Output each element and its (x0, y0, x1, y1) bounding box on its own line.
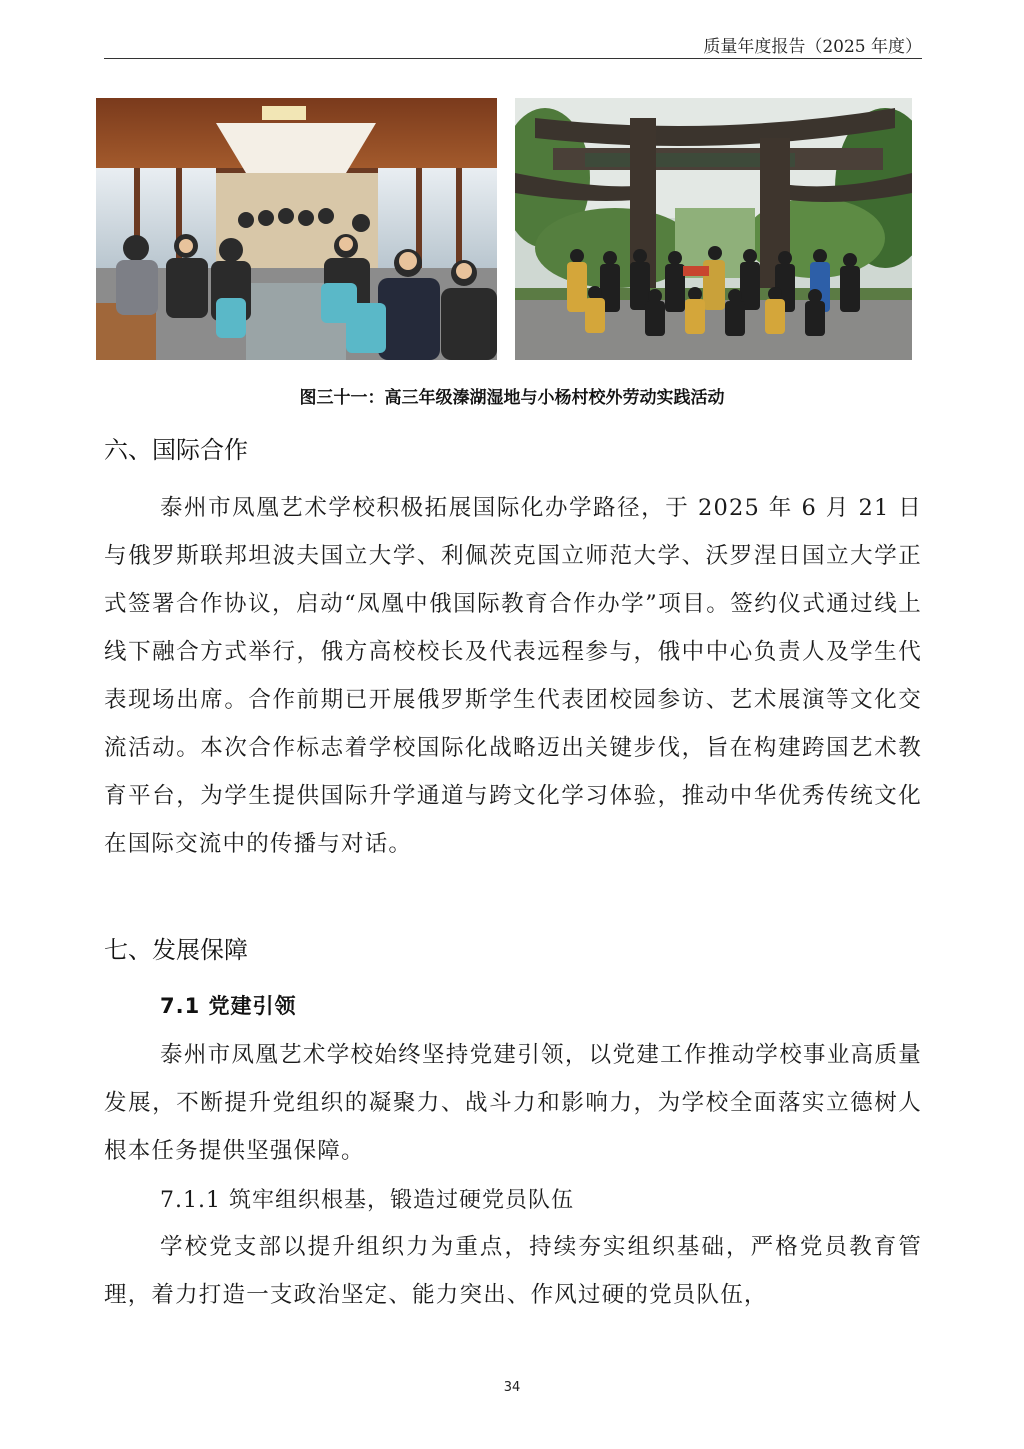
header-title: 质量年度报告（2025 年度） (703, 37, 922, 57)
boat-interior-photo (96, 98, 497, 360)
subsubsection-heading: 7.1.1 筑牢组织根基，锻造过硬党员队伍 (160, 1188, 574, 1213)
section-paragraph: 泰州市凤凰艺术学校积极拓展国际化办学路径，于 2025 年 6 月 21 日与俄罗斯联邦坦波夫国立大学、利佩茨克国立师范大学、沃罗涅日国立大学正式签署合作协议，启动“凤凰中俄国际教育合作办学”项目。签约仪式通过线上线下融合方式举行，俄方高校校长及代表远程参与，俄中中心负责人及学生代表现场出席。合作前期已开展俄罗斯学生代表团校园参访、艺术展演等文化交流活动。本次合作标志着学校国际化战略迈出关键步伐，旨在构建跨国艺术教育平台，为学生提供国际升学通道与跨文化学习体验，推动中华优秀传统文化在国际交流中的传播与对话。 (104, 495, 922, 857)
subsubsection-paragraph: 学校党支部以提升组织力为重点，持续夯实组织基础，严格党员教育管理，着力打造一支政治坚定、能力突出、作风过硬的党员队伍， (104, 1234, 922, 1308)
page-header (104, 28, 922, 59)
section-heading: 七、发展保障 (104, 936, 248, 964)
subsection-paragraph: 泰州市凤凰艺术学校始终坚持党建引领，以党建工作推动学校事业高质量发展，不断提升党组织的凝聚力、战斗力和影响力，为学校全面落实立德树人根本任务提供坚强保障。 (104, 1042, 922, 1164)
page-number: 34 (503, 1380, 521, 1395)
wetland-gate-photo (515, 98, 912, 360)
subsection-heading: 7.1 党建引领 (160, 994, 297, 1018)
section-heading: 六、国际合作 (104, 436, 248, 464)
figure-caption: 图三十一：高三年级溱湖湿地与小杨村校外劳动实践活动 (299, 388, 725, 408)
